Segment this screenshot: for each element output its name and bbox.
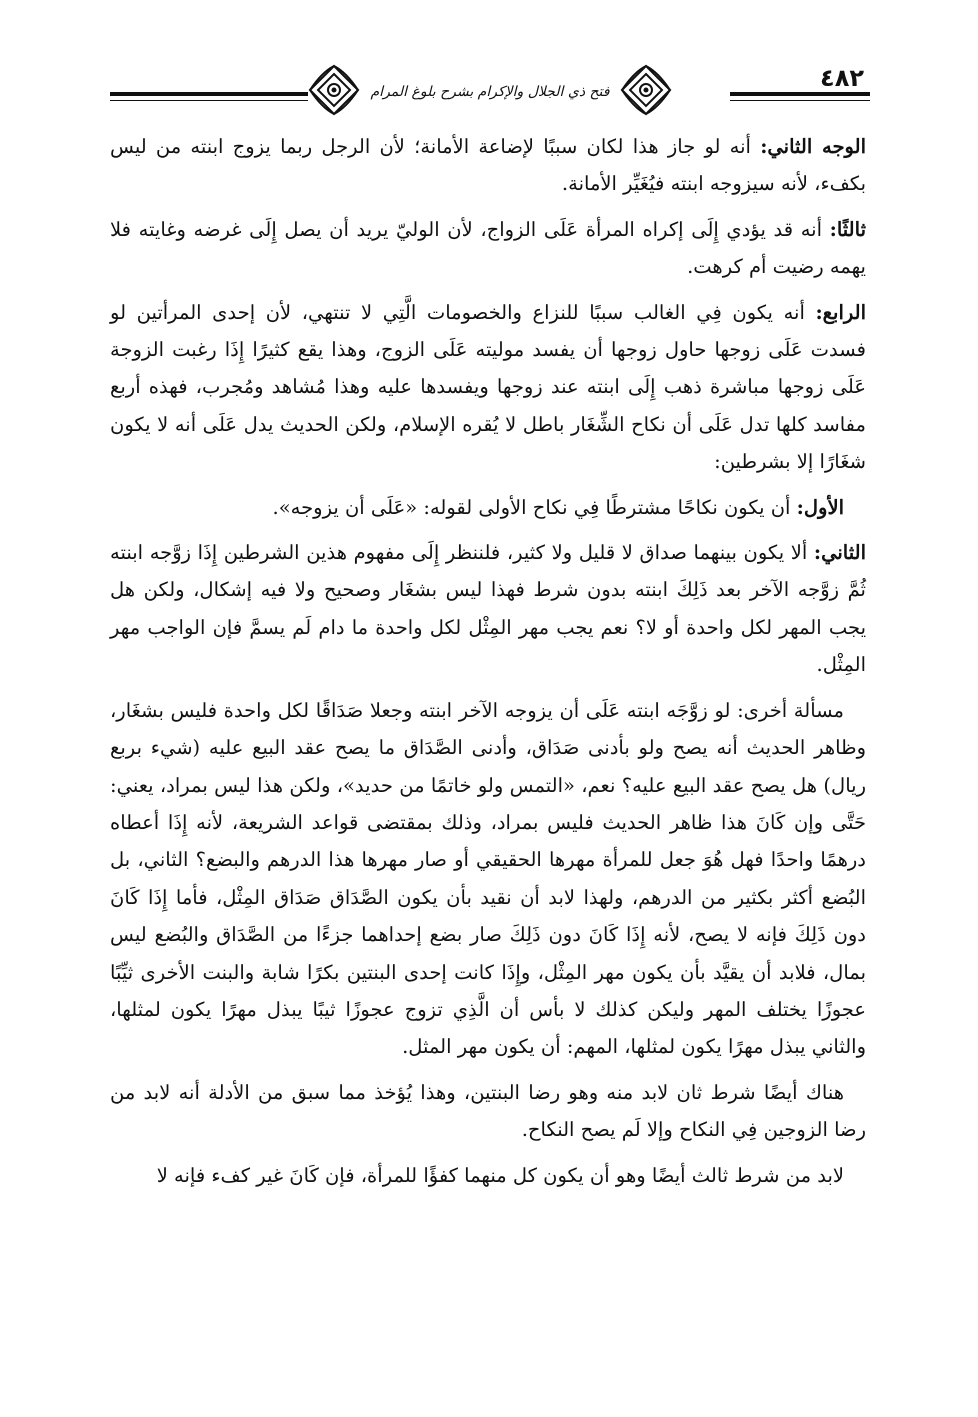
paragraph-lead: الرابع: [815,300,866,324]
paragraph-text: أنه لو جاز هذا لكان سببًا لإضاعة الأمانة؛ لأن الرجل ربما يزوج ابنته من ليس بكفء، لأنه سيزوجه ابنته فيُغَيِّر الأمانة. [110,135,866,196]
paragraph-text: أنه قد يؤدي إِلَى إكراه المرأة عَلَى الزواج، لأن الوليّ يريد أن يصل إِلَى غرضه وغايته فلا يهمه رضيت أم كرهت. [110,217,866,279]
paragraph [110,211,866,286]
header-rule-left [110,92,308,96]
paragraph-lead: الثاني: [813,541,866,565]
header-rule-right [730,92,870,96]
paragraph [110,489,866,526]
header-rule-left-thin [110,100,308,101]
page-header [110,62,870,118]
paragraph-lead: ثالثًا: [829,217,866,241]
page-number: ٤٨٢ [820,64,864,92]
ornament-left-icon [306,62,362,118]
paragraph-text: لابد من شرط ثالث أيضًا وهو أن يكون كل منهما كفؤًا للمرأة، فإن كَانَ غير كفء فإنه لا [156,1163,844,1187]
paragraph-text: ألا يكون بينهما صداق لا قليل ولا كثير، فلننظر إِلَى مفهوم هذين الشرطين إِذَا زوَّجه ابنته ثُمَّ زوَّجه الآخر بعد ذَلِكَ ابنته بدون شرط فهذا ليس بشغَار وصحيح ولا فيه إشكال، ولكن هل يجب المهر لكل واحدة أو لا؟ نعم يجب مهر المِثْل لكل واحدة ما دام لَم يسمَّ فإن الواجب مهر المِثْل. [110,541,866,677]
page-body [110,128,866,1194]
paragraph [110,294,866,481]
paragraph [110,534,866,684]
paragraph-text: مسألة أخرى: لو زوَّجَه ابنته عَلَى أن يزوجه الآخر ابنته وجعلا صَدَاقًا لكل واحدة فليس بشغَار، وظاهر الحديث أنه يصح ولو بأدنى صَدَاق، وأدنى الصَّدَاق ما يصح عقد البيع عليه (شيء بربع ريال) هل يصح عقد البيع عليه؟ نعم، «التمس ولو خاتمًا من حديد»، ولكن هذا ليس بمراد، يعني: حَتَّى وإن كَانَ هذا ظاهر الحديث فليس بمراد، وذلك بمقتضى قواعد الشريعة، لأنه إِذَا أعطاه درهمًا واحدًا فهل هُوَ جعل للمرأة مهرها الحقيقي أو صار مهرها هذا الدرهم والبضع؟ الثاني، بل البُضع أكثر بكثير من الدرهم، ولهذا لابد أن نقيد بأن يكون الصَّدَاق صَدَاق المِثْل، فأما إِذَا كَانَ دون ذَلِكَ فإنه لا يصح، لأنه إِذَا كَانَ دون ذَلِكَ صار بضع إحداهما جزءًا من الصَّدَاق والبُضع ليس بمال، فلابد أن يقيَّد بأن يكون مهر المِثْل، وإِذَا كانت إحدى البنتين بكرًا شابة والبنت الأخرى ثيِّبًا عجوزًا يختلف المهر وليكن كذلك لا بأس أن الَّذِي تزوج عجوزًا ثيبًا يبذل مهرًا يكون لمثلها، والثاني يبذل مهرًا يكون لمثلها، المهم: أن يكون مهر المثل. [110,698,866,1059]
book-title: فتح ذي الجلال والإكرام بشرح بلوغ المرام [370,84,610,100]
paragraph-text: أن يكون نكاحًا مشترطًا فِي نكاح الأولى لقوله: «عَلَى أن يزوجه». [272,495,797,519]
paragraph-lead: الوجه الثاني: [760,135,866,158]
ornament-right-icon [618,62,674,118]
header-rule-right-thin [730,100,870,101]
paragraph-lead: الأول: [796,495,844,519]
paragraph-text: أنه يكون فِي الغالب سببًا للنزاع والخصومات الَّتِي لا تنتهي، لأن إحدى المرأتين لو فسدت عَلَى زوجها حاول زوجها أن يفسد موليته عَلَى الزوج، وهذا يقع كثيرًا إِذَا رغبت الزوجة عَلَى زوجها مباشرة ذهب إِلَى ابنته عند زوجها ويفسدها عليه وهذا مُشاهد ومُجرب، فهذه أربع مفاسد كلها تدل عَلَى أن نكاح الشِّغَار باطل لا يُقره الإسلام، ولكن الحديث يدل عَلَى أنه لا يكون شغَارًا إلا بشرطين: [110,300,866,474]
paragraph-text: هناك أيضًا شرط ثان لابد منه وهو رضا البنتين، وهذا يُؤخذ مما سبق من الأدلة أنه لابد من رضا الزوجين فِي النكاح وإلا لَم يصح النكاح. [110,1080,866,1142]
paragraph [110,692,866,1066]
paragraph [110,1074,866,1149]
paragraph [110,128,866,203]
paragraph [110,1157,866,1194]
